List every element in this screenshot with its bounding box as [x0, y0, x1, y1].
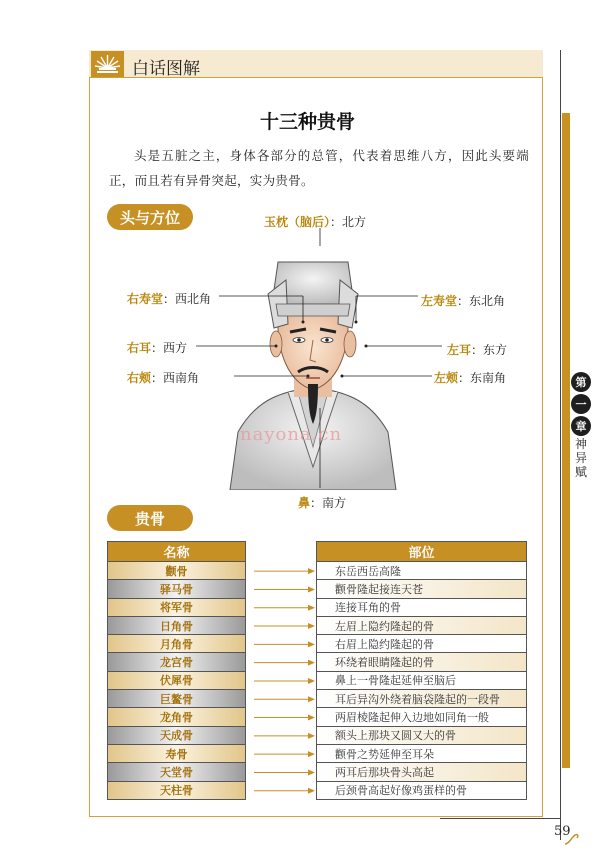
watermark: nayona.cn — [240, 424, 343, 445]
bone-name-row: 天柱骨 — [107, 782, 246, 800]
bone-name-row: 龙角骨 — [107, 708, 246, 726]
page-title: 十三种贵骨 — [259, 111, 355, 133]
bone-name-row: 寿骨 — [107, 745, 246, 763]
label-right-ear: 右耳：西方 — [127, 341, 188, 355]
bone-name-row: 龙宫骨 — [107, 653, 246, 671]
bone-name-row: 颧骨 — [107, 562, 246, 580]
bone-part-row: 环绕着眼睛隆起的骨 — [316, 653, 527, 671]
chapter-title: 神异赋 — [574, 437, 587, 479]
section-noble-bones: 贵骨 — [107, 505, 193, 531]
bone-name-row: 天成骨 — [107, 727, 246, 745]
bone-name-row: 驿马骨 — [107, 580, 246, 598]
bone-name-row: 巨鳌骨 — [107, 690, 246, 708]
bone-part-row: 右眉上隐约隆起的骨 — [316, 635, 527, 653]
row-arrow — [254, 788, 315, 794]
footer-rule — [440, 818, 560, 819]
row-arrow — [254, 769, 315, 775]
row-arrow — [254, 733, 315, 739]
bone-part-row: 鼻上一骨隆起延伸至脑后 — [316, 672, 527, 690]
bone-part-row: 颧骨隆起接连天苍 — [316, 580, 527, 598]
bone-name-row: 伏犀骨 — [107, 672, 246, 690]
bone-part-row: 两眉棱隆起伸入边地如同角一般 — [316, 708, 527, 726]
bone-part-row: 东岳西岳高隆 — [316, 562, 527, 580]
row-arrow — [254, 605, 315, 611]
chapter-mark-1: 第 — [571, 372, 591, 392]
label-nose: 鼻：南方 — [298, 496, 347, 510]
page-number: 59 — [554, 824, 571, 839]
label-left-ear: 左耳：东方 — [447, 343, 508, 357]
bone-name-row: 天堂骨 — [107, 763, 246, 781]
chapter-mark-3: 章 — [571, 416, 591, 436]
bone-name-table — [107, 541, 246, 800]
row-arrow — [254, 715, 315, 721]
row-arrow — [254, 568, 315, 574]
bone-part-row: 左眉上隐约隆起的骨 — [316, 617, 527, 635]
bone-name-row: 月角骨 — [107, 635, 246, 653]
row-arrow — [254, 641, 315, 647]
bone-name-row: 将军骨 — [107, 599, 246, 617]
label-right-cheek: 右颊：西南角 — [127, 371, 200, 385]
section-head-direction: 头与方位 — [107, 204, 193, 230]
bone-part-row: 两耳后那块骨头高起 — [316, 763, 527, 781]
bone-part-row: 耳后异沟外绕着脑袋隆起的一段骨 — [316, 690, 527, 708]
label-right-hall: 右寿堂：西北角 — [127, 292, 212, 306]
bone-part-row: 额头上那块又圆又大的骨 — [316, 727, 527, 745]
row-arrow — [254, 696, 315, 702]
column-header-name: 名称 — [107, 541, 246, 562]
swash-icon — [563, 832, 581, 846]
bone-part-table — [316, 541, 527, 800]
header-title: 白话图解 — [132, 59, 200, 79]
label-left-cheek: 左颊：东南角 — [434, 371, 507, 385]
column-header-part: 部位 — [316, 541, 527, 562]
row-arrow — [254, 623, 315, 629]
bone-name-row: 日角骨 — [107, 617, 246, 635]
intro-paragraph: 头是五脏之主，身体各部分的总管，代表着思维八方，因此头要端正，而且若有异骨突起，实为贵骨。 — [109, 148, 529, 188]
row-arrows — [246, 562, 316, 802]
row-arrow — [254, 586, 315, 592]
bone-part-row: 颧骨之势延伸至耳朵 — [316, 745, 527, 763]
row-arrow — [254, 678, 315, 684]
row-arrow — [254, 751, 315, 757]
label-top: 玉枕（脑后）：北方 — [264, 215, 367, 229]
row-arrow — [254, 660, 315, 666]
label-left-hall: 左寿堂：东北角 — [421, 294, 506, 308]
bone-part-row: 连接耳角的骨 — [316, 599, 527, 617]
chapter-mark-2: 一 — [571, 394, 591, 414]
bone-part-row: 后颈骨高起好像鸡蛋样的骨 — [316, 782, 527, 800]
